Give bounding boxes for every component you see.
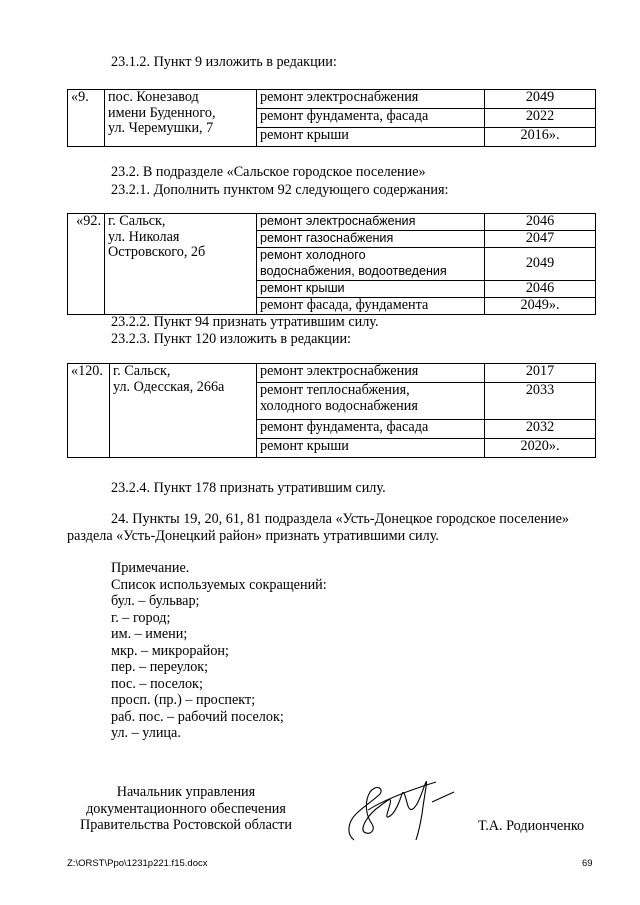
address-cell: г. Сальск, ул. Одесская, 266а — [110, 364, 257, 458]
note-line: бул. – бульвар; — [111, 593, 200, 609]
work-type: ремонт фундамента, фасада — [257, 420, 485, 439]
item-number: «120. — [68, 364, 110, 458]
work-type: ремонт газоснабжения — [257, 231, 485, 248]
year: 2047 — [485, 231, 596, 248]
table-item-9 — [67, 89, 596, 147]
work-type: ремонт электроснабжения — [257, 214, 485, 231]
note-line: пер. – переулок; — [111, 659, 209, 675]
page-number: 69 — [582, 858, 593, 869]
item-number: «9. — [68, 90, 105, 147]
note-line: раб. пос. – рабочий поселок; — [111, 708, 284, 725]
year: 2049». — [485, 298, 596, 315]
note-line: ул. – улица. — [111, 725, 181, 741]
work-type: ремонт холодного водоснабжения, водоотведения — [257, 248, 485, 281]
year: 2022 — [485, 109, 596, 128]
work-type: ремонт крыши — [257, 439, 485, 458]
note-title: Примечание. — [111, 560, 190, 576]
year: 2033 — [485, 383, 596, 420]
handwritten-signature — [340, 770, 460, 850]
work-type: ремонт крыши — [257, 281, 485, 298]
note-line: им. – имени; — [111, 626, 188, 642]
table-row — [68, 214, 596, 231]
item-23-2-4: 23.2.4. Пункт 178 признать утратившим силу. — [111, 480, 386, 496]
note-line: пос. – поселок; — [111, 675, 203, 692]
address-cell: г. Сальск, ул. Николая Островского, 2б — [105, 214, 257, 315]
year: 2049 — [485, 90, 596, 109]
work-type: ремонт фасада, фундамента — [257, 298, 485, 315]
item-23-1-2: 23.1.2. Пункт 9 изложить в редакции: — [111, 54, 337, 70]
year: 2046 — [485, 281, 596, 298]
item-23-2-2: 23.2.2. Пункт 94 признать утратившим силу. — [111, 314, 379, 330]
note-block — [111, 560, 327, 742]
footer-file-path: Z:\ORST\Ppo\1231p221.f15.docx — [67, 858, 208, 869]
note-line: просп. (пр.) – проспект; — [111, 692, 256, 708]
item-23-2-3: 23.2.3. Пункт 120 изложить в редакции: — [111, 331, 351, 347]
table-item-120 — [67, 363, 596, 458]
work-type: ремонт электроснабжения — [257, 364, 485, 383]
address-cell: пос. Конезавод имени Буденного, ул. Черемушки, 7 — [105, 90, 257, 147]
table-row — [68, 90, 596, 109]
signatory-position: Начальник управления документационного обеспечения Правительства Ростовской области — [80, 784, 292, 833]
table-row — [68, 364, 596, 383]
item-23-2: 23.2. В подразделе «Сальское городское поселение» — [111, 164, 426, 180]
year: 2049 — [485, 248, 596, 281]
item-23-2-1: 23.2.1. Дополнить пунктом 92 следующего содержания: — [111, 182, 449, 198]
item-24-line-1: 24. Пункты 19, 20, 61, 81 подраздела «Усть-Донецкое городское поселение» — [111, 511, 570, 527]
work-type: ремонт крыши — [257, 128, 485, 147]
work-type: ремонт теплоснабжения, холодного водоснабжения — [257, 383, 485, 420]
year: 2032 — [485, 420, 596, 439]
year: 2046 — [485, 214, 596, 231]
work-type: ремонт фундамента, фасада — [257, 109, 485, 128]
year: 2016». — [485, 128, 596, 147]
signatory-name: Т.А. Родионченко — [478, 818, 585, 834]
item-number: «92. — [68, 214, 105, 315]
table-item-92 — [67, 213, 596, 315]
note-line: г. – город; — [111, 609, 171, 626]
note-line: Список используемых сокращений: — [111, 576, 327, 593]
year: 2017 — [485, 364, 596, 383]
item-24-line-2: раздела «Усть-Донецкий район» признать утратившими силу. — [67, 528, 439, 544]
work-type: ремонт электроснабжения — [257, 90, 485, 109]
note-line: мкр. – микрорайон; — [111, 642, 229, 659]
year: 2020». — [485, 439, 596, 458]
